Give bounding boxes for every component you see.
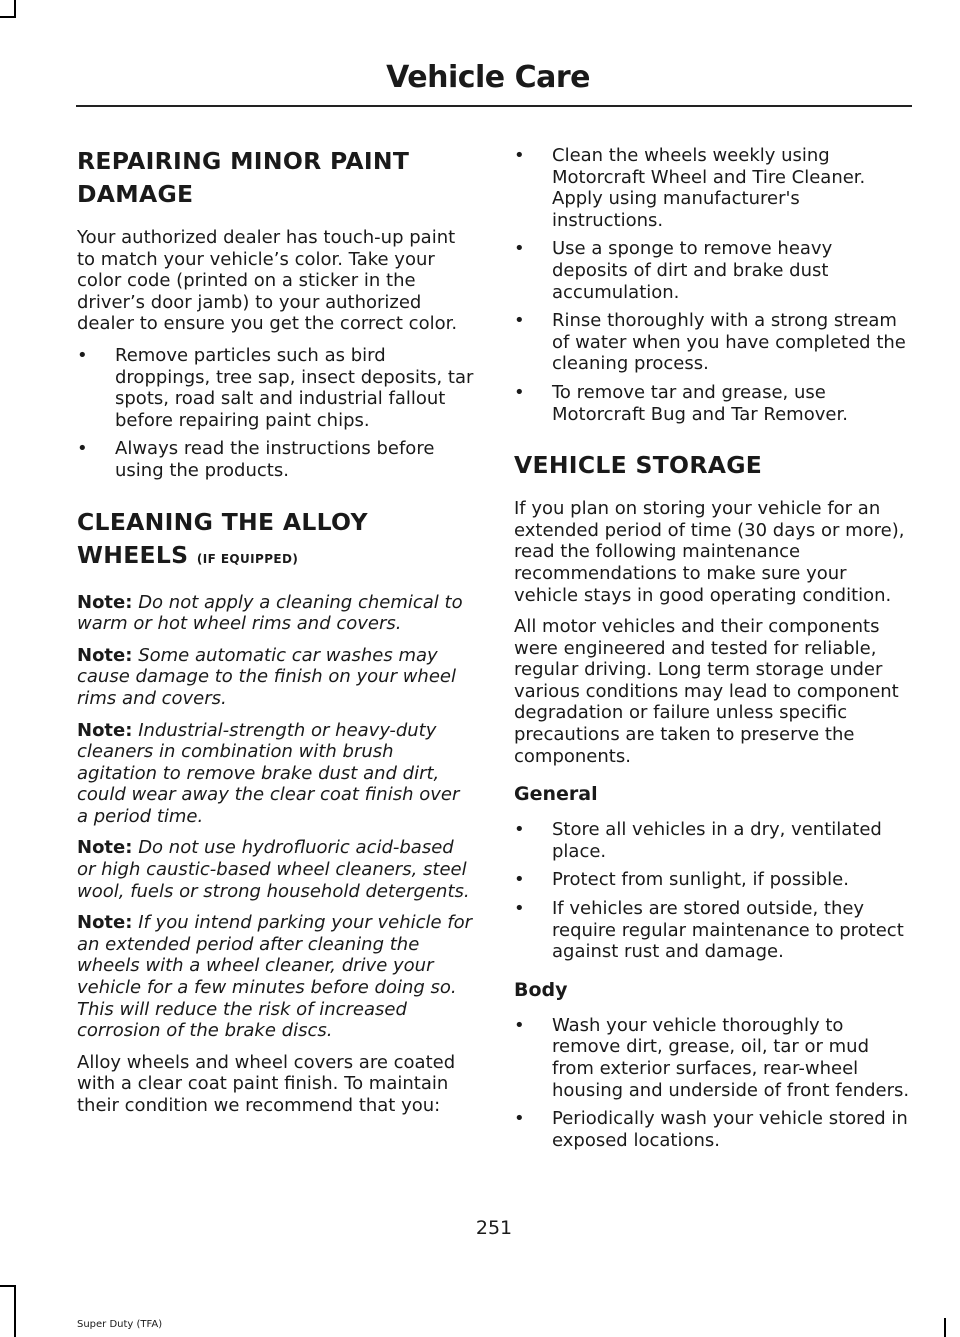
header-rule: [76, 105, 912, 107]
heading-cleaning-wheels-text: CLEANING THE ALLOY WHEELS: [77, 507, 368, 569]
list-item: [514, 310, 912, 375]
subheading-body: Body: [514, 978, 568, 1001]
note-paragraph: [77, 592, 475, 635]
list-item: [514, 898, 912, 963]
note-label: Note:: [77, 591, 133, 613]
list-item: [514, 869, 912, 891]
note-label: Note:: [77, 837, 133, 859]
page-number: 251: [475, 1217, 513, 1239]
list-item-text: Periodically wash your vehicle stored in exposed locations.: [552, 1108, 908, 1151]
crop-mark-bottom-left-horizontal: [0, 1285, 16, 1287]
note-text: Do not use hydrofluoric acid-based or high caustic-based wheel cleaners, steel wool, fuels or strong household detergents.: [77, 837, 470, 902]
bullet-glyph: •: [514, 898, 525, 920]
note-text: If you intend parking your vehicle for an extended period after cleaning the wheels with a wheel cleaner, drive your vehicle for a few minutes before doing so. This will reduce the risk of increased corrosion of the brake discs.: [77, 912, 473, 1042]
note-text: Industrial-strength or heavy-duty cleaners in combination with brush agitation to remove brake dust and dirt, could wear away the clear coat finish over a period time.: [77, 719, 460, 827]
bullet-glyph: •: [77, 344, 88, 366]
list-item: [514, 1015, 912, 1101]
crop-mark-top-left-horizontal: [0, 16, 16, 18]
page-header-title: Vehicle Care: [386, 60, 590, 95]
body-bullet-list: [514, 1015, 912, 1152]
bullet-glyph: •: [514, 381, 525, 403]
bullet-glyph: •: [77, 438, 88, 460]
note-paragraph: [77, 645, 475, 710]
list-item-text: Clean the wheels weekly using Motorcraft Wheel and Tire Cleaner. Apply using manufacturer's instructions.: [552, 145, 866, 231]
heading-cleaning-wheels: [77, 506, 475, 576]
crop-mark-bottom-left-vertical: [14, 1285, 16, 1337]
bullet-glyph: •: [514, 1014, 525, 1036]
paragraph-alloy-intro: Alloy wheels and wheel covers are coated with a clear coat paint finish. To maintain their condition we recommend that you:: [77, 1051, 456, 1116]
bullet-glyph: •: [514, 869, 525, 891]
paragraph-storage-2: All motor vehicles and their components were engineered and tested for reliable, regular driving. Long term storage under various conditions may lead to component degradation or failure unless specific precautions are taken to preserve the components.: [514, 616, 899, 767]
wheel-care-bullet-list: [514, 145, 912, 425]
bullet-glyph: •: [514, 238, 525, 260]
heading-vehicle-storage: VEHICLE STORAGE: [514, 451, 763, 480]
bullet-glyph: •: [514, 819, 525, 841]
note-label: Note:: [77, 644, 133, 666]
list-item-text: If vehicles are stored outside, they require regular maintenance to protect against rust and damage.: [552, 898, 904, 963]
list-item: [77, 345, 475, 431]
heading-qualifier: (IF EQUIPPED): [196, 551, 299, 566]
note-text: Some automatic car washes may cause damage to the finish on your wheel rims and covers.: [77, 644, 456, 709]
heading-repairing-paint: REPAIRING MINOR PAINT DAMAGE: [77, 147, 410, 208]
paragraph-storage-1: If you plan on storing your vehicle for an extended period of time (30 days or more), read the following maintenance recommendations to make sure your vehicle stays in good operating condition.: [514, 498, 905, 606]
bullet-glyph: •: [514, 1108, 525, 1130]
list-item: [77, 438, 475, 481]
bullet-glyph: •: [514, 145, 525, 166]
list-item-text: Always read the instructions before using the products.: [115, 438, 435, 481]
list-item-text: Wash your vehicle thoroughly to remove dirt, grease, oil, tar or mud from exterior surfaces, rear-wheel housing and underside of front fenders.: [552, 1014, 910, 1101]
paragraph-paint-intro: Your authorized dealer has touch-up paint to match your vehicle’s color. Take your color code (printed on a sticker in the driver’s door jamb) to your authorized dealer to ensure you get the correct color.: [77, 227, 458, 335]
list-item-text: Store all vehicles in a dry, ventilated place.: [552, 819, 882, 862]
list-item: [514, 238, 912, 303]
list-item: [514, 819, 912, 862]
subheading-general: General: [514, 783, 598, 806]
list-item: [514, 1108, 912, 1151]
note-label: Note:: [77, 912, 133, 934]
crop-mark-bottom-right-vertical: [944, 1318, 946, 1337]
note-paragraph: [77, 912, 475, 1042]
footer-model-label: Super Duty (TFA): [77, 1319, 163, 1330]
paint-bullet-list: [77, 345, 475, 482]
list-item-text: To remove tar and grease, use Motorcraft Bug and Tar Remover.: [552, 381, 848, 425]
general-bullet-list: [514, 819, 912, 963]
list-item-text: Rinse thoroughly with a strong stream of water when you have completed the cleaning process.: [552, 310, 906, 375]
bullet-glyph: •: [514, 310, 525, 332]
note-text: Do not apply a cleaning chemical to warm or hot wheel rims and covers.: [77, 591, 463, 635]
note-paragraph: [77, 720, 475, 828]
list-item: [514, 382, 912, 425]
list-item: [514, 145, 912, 231]
note-paragraph: [77, 837, 475, 902]
left-column: [77, 145, 475, 1127]
list-item-text: Protect from sunlight, if possible.: [552, 869, 849, 891]
right-column: [514, 145, 912, 1161]
note-label: Note:: [77, 719, 133, 741]
list-item-text: Remove particles such as bird droppings, tree sap, insect deposits, tar spots, road salt and industrial fallout before repairing paint chips.: [115, 344, 474, 431]
list-item-text: Use a sponge to remove heavy deposits of dirt and brake dust accumulation.: [552, 238, 833, 303]
